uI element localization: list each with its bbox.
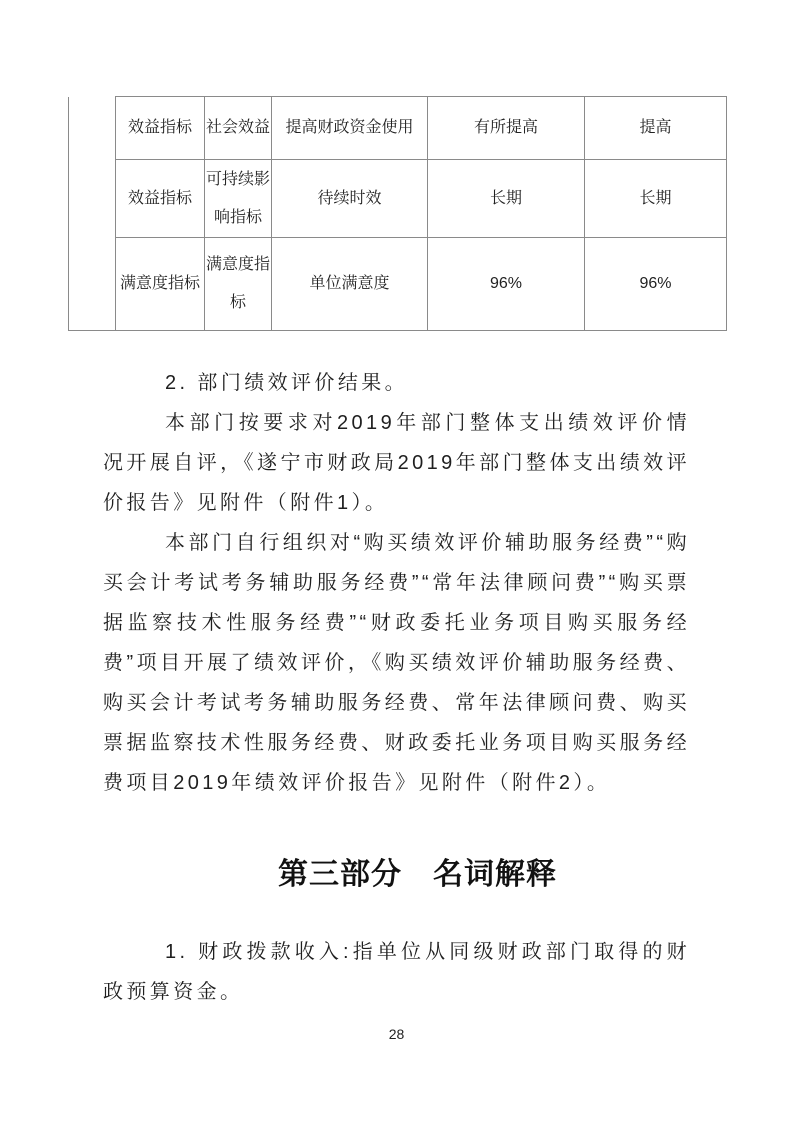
cell-indicator-subcategory: 可持续影响指标: [205, 160, 272, 238]
cell-indicator-target: 长期: [428, 160, 585, 238]
cell-indicator-result: 提高: [585, 97, 727, 160]
cell-indicator-category: 满意度指标: [116, 238, 205, 331]
performance-indicator-table: [68, 96, 727, 331]
term-definition-1: 1. 财政拨款收入:指单位从同级财政部门取得的财政预算资金。: [103, 941, 690, 1003]
table-row: [69, 97, 727, 160]
cell-indicator-category: 效益指标: [116, 97, 205, 160]
cell-indicator-name: 待续时效: [272, 160, 428, 238]
table-row: [69, 160, 727, 238]
cell-indicator-result: 96%: [585, 238, 727, 331]
cell-indicator-subcategory: 社会效益: [205, 97, 272, 160]
cell-empty-stub: [69, 97, 116, 331]
paragraph-self-evaluation: 本部门按要求对2019年部门整体支出绩效评价情况开展自评，《遂宁市财政局2019年部门整体支出绩效评价报告》见附件（附件1）。: [103, 412, 690, 514]
list-item-2-heading: 2. 部门绩效评价结果。: [165, 372, 409, 394]
cell-indicator-category: 效益指标: [116, 160, 205, 238]
cell-indicator-name: 提高财政资金使用: [272, 97, 428, 160]
cell-indicator-result: 长期: [585, 160, 727, 238]
section-heading-part3: 第三部分 名词解释: [278, 858, 557, 891]
paragraph-project-evaluation: 本部门自行组织对“购买绩效评价辅助服务经费”“购买会计考试考务辅助服务经费”“常年法律顾问费”“购买票据监察技术性服务经费”“财政委托业务项目购买服务经费”项目开展了绩效评价，《购买绩效评价辅助服务经费、购买会计考试考务辅助服务经费、常年法律顾问费、购买票据监察技术性服务经费、财政委托业务项目购买服务经费项目2019年绩效评价报告》见附件（附件2）。: [103, 532, 690, 794]
table-row: [69, 238, 727, 331]
cell-indicator-subcategory: 满意度指标: [205, 238, 272, 331]
page-number: 28: [388, 1026, 405, 1042]
body-text: [103, 363, 690, 1012]
cell-indicator-target: 有所提高: [428, 97, 585, 160]
cell-indicator-name: 单位满意度: [272, 238, 428, 331]
cell-indicator-target: 96%: [428, 238, 585, 331]
